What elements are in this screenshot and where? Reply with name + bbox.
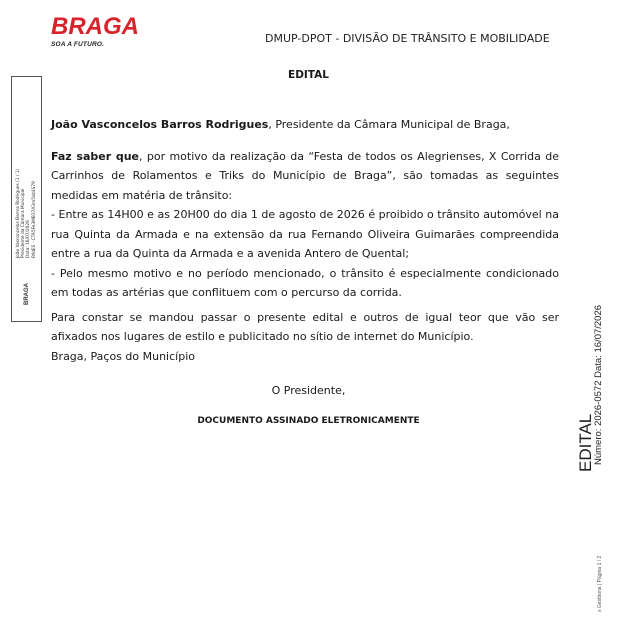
stamp-line-3: Data: 16/07/2026 bbox=[26, 220, 32, 258]
margin-page-info: x Gestbona | Página 1 / 2 bbox=[597, 555, 603, 612]
measure-item-1: - Entre as 14H00 e as 20H00 do dia 1 de agosto de 2026 é proibido o trânsito automóvel na rua Quinta da Armada e na extensão da rua Fernando Oliveira Guimarães compreendida entre a rua da Quinta da Armada e a avenida Antero de Quental; bbox=[51, 208, 559, 260]
faz-saber-label: Faz saber que bbox=[51, 149, 139, 163]
department-header: DMUP-DPOT - DIVISÃO DE TRÂNSITO E MOBILIDADE bbox=[265, 32, 550, 45]
municipality-logo bbox=[51, 14, 161, 54]
stamp-line-1: João Vasconcelos Barros Rodrigues (1 / 1) bbox=[16, 168, 21, 258]
logo-slogan: SOA A FUTURO. bbox=[51, 41, 105, 48]
signature-stamp-text bbox=[16, 88, 37, 258]
signatory-title: O Presidente, bbox=[271, 384, 346, 397]
stamp-line-2: Presidente da Câmara Municipal bbox=[21, 188, 27, 258]
president-name: João Vasconcelos Barros Rodrigues bbox=[51, 118, 269, 131]
document-title: EDITAL bbox=[288, 69, 329, 81]
intro-paragraph bbox=[51, 115, 559, 135]
intro-rest: , Presidente da Câmara Municipal de Braga, bbox=[268, 118, 510, 131]
closing-paragraph: Para constar se mandou passar o presente edital e outros de igual teor que vão ser afixados nos lugares de estilo e publicitado no sítio de internet do Município. bbox=[51, 310, 559, 343]
announcement-text: , por motivo da realização da “Festa de todos os Alegrienses, X Corrida de Carrinhos de Rolamentos e Triks do Município de Braga”, são tomadas as seguintes medidas em matéria de trânsito: bbox=[51, 149, 559, 202]
stamp-line-4: PAdES - CTA5Fe3MB37A3m5dz4S79 bbox=[31, 181, 37, 258]
logo-wordmark: BRAGA bbox=[51, 13, 139, 40]
margin-type-label: EDITAL bbox=[576, 413, 595, 472]
place-line: Braga, Paços do Município bbox=[51, 349, 195, 363]
stamp-logo: BRAGA bbox=[24, 283, 30, 305]
signed-notice: DOCUMENTO ASSINADO ELETRONICAMENTE bbox=[197, 416, 420, 426]
measure-item-2: - Pelo mesmo motivo e no período mencionado, o trânsito é especialmente condicionado em todas as artérias que conflituem com o percurso da corrida. bbox=[51, 266, 559, 299]
announcement-paragraph bbox=[51, 147, 559, 206]
document-body bbox=[51, 115, 559, 366]
margin-number-date: Número: 2026-0572 Data: 16/07/2026 bbox=[593, 304, 604, 465]
